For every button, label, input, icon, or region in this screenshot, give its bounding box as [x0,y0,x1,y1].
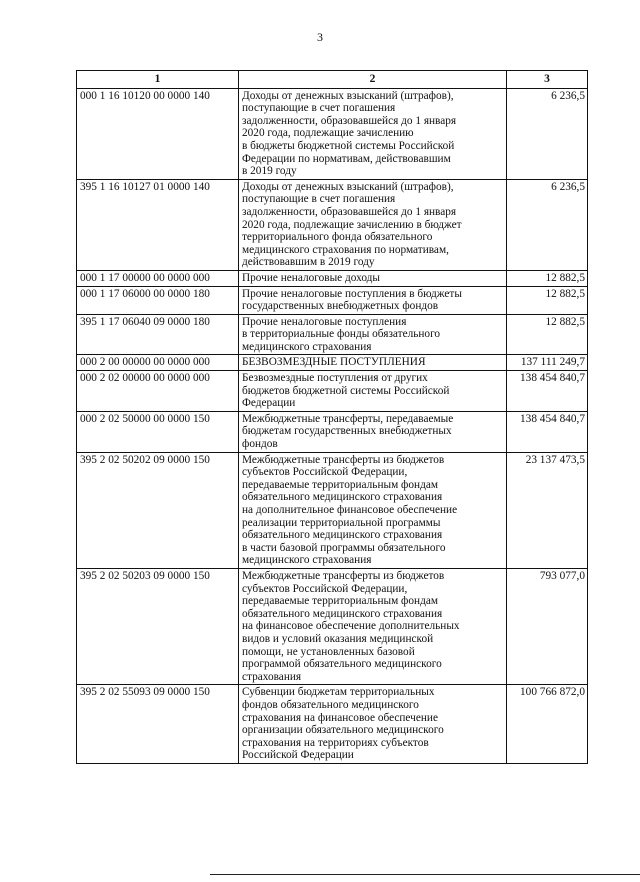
income-name [239,685,507,764]
income-name-text: Межбюджетные трансферты из бюджетов субъектов Российской Федерации, передаваемые территориальным фондам обязательного медицинского страхования на финансовое обеспечение дополнительных видов и условий оказания медицинской помощи, не установленных базовой программой обязательного медицинского страхования [242,569,460,683]
budget-code: 395 1 17 06040 09 0000 180 [77,314,239,355]
income-name-text: Прочие неналоговые доходы [242,271,380,284]
income-name [239,371,507,412]
table-row [77,685,588,764]
income-name-text: Субвенции бюджетам территориальных фондов обязательного медицинского страхования на финансовое обеспечение организации обязательного медицинского страхования на территориях субъектов Российской Федерации [242,686,444,762]
amount: 137 111 249,7 [507,355,588,371]
amount: 23 137 473,5 [507,452,588,568]
amount: 12 882,5 [507,286,588,314]
table-row [77,355,588,371]
budget-code: 000 2 02 00000 00 0000 000 [77,371,239,412]
income-name-text: Межбюджетные трансферты, передаваемые бюджетам государственных внебюджетных фондов [242,412,454,451]
amount: 100 766 872,0 [507,685,588,764]
table-row [77,286,588,314]
income-name [239,270,507,286]
amount: 12 882,5 [507,314,588,355]
budget-code: 395 1 16 10127 01 0000 140 [77,179,239,270]
income-name [239,411,507,452]
table-row [77,568,588,684]
income-name-text: Межбюджетные трансферты из бюджетов субъектов Российской Федерации, передаваемые территориальным фондам обязательного медицинского страхования на дополнительное финансовое обеспечение реализации территориальной программы обязательного медицинского страхования в части базовой программы обязательного медицинского страхования [242,453,458,567]
header-row [77,71,588,89]
income-name [239,88,507,179]
table-row [77,88,588,179]
budget-code: 000 1 17 00000 00 0000 000 [77,270,239,286]
table-row [77,411,588,452]
income-name-text: Прочие неналоговые поступления в бюджеты государственных внебюджетных фондов [242,287,462,313]
budget-code: 000 2 02 50000 00 0000 150 [77,411,239,452]
income-name [239,179,507,270]
income-name-text: Доходы от денежных взысканий (штрафов), поступающие в счет погашения задолженности, образовавшейся до 1 января 2020 года, подлежащие зачислению в бюджет территориального фонда обязательного медицинского страхования по нормативам, действовавшим в 2019 году [242,180,462,269]
amount: 793 077,0 [507,568,588,684]
header-col-1: 1 [77,71,239,89]
amount: 138 454 840,7 [507,411,588,452]
budget-code: 395 2 02 55093 09 0000 150 [77,685,239,764]
table-row [77,452,588,568]
budget-code: 000 1 17 06000 00 0000 180 [77,286,239,314]
table-row [77,314,588,355]
budget-table [76,70,588,764]
budget-code: 395 2 02 50202 09 0000 150 [77,452,239,568]
income-name-text: Доходы от денежных взысканий (штрафов), поступающие в счет погашения задолженности, образовавшейся до 1 января 2020 года, подлежащие зачислению в бюджеты бюджетной системы Российской Федерации по нормативам, действовавшим в 2019 году [242,89,457,178]
amount: 6 236,5 [507,179,588,270]
income-name-text: БЕЗВОЗМЕЗДНЫЕ ПОСТУПЛЕНИЯ [242,356,426,369]
header-col-3: 3 [507,71,588,89]
income-name-text: Прочие неналоговые поступления в территориальные фонды обязательного медицинского страхования [242,315,441,353]
page-number: 3 [317,30,323,44]
income-name [239,286,507,314]
table-body [77,88,588,763]
income-name [239,568,507,684]
table-row [77,371,588,412]
amount: 138 454 840,7 [507,371,588,412]
table-row [77,179,588,270]
table-row [77,270,588,286]
budget-code: 000 2 00 00000 00 0000 000 [77,355,239,371]
income-name-text: Безвозмездные поступления от других бюджетов бюджетной системы Российской Федерации [242,372,450,410]
header-col-2: 2 [239,71,507,89]
table-header [77,71,588,89]
budget-code: 395 2 02 50203 09 0000 150 [77,568,239,684]
amount: 6 236,5 [507,88,588,179]
budget-code: 000 1 16 10120 00 0000 140 [77,88,239,179]
bottom-rule [210,874,640,875]
amount: 12 882,5 [507,270,588,286]
income-name [239,452,507,568]
income-name [239,355,507,371]
income-name [239,314,507,355]
